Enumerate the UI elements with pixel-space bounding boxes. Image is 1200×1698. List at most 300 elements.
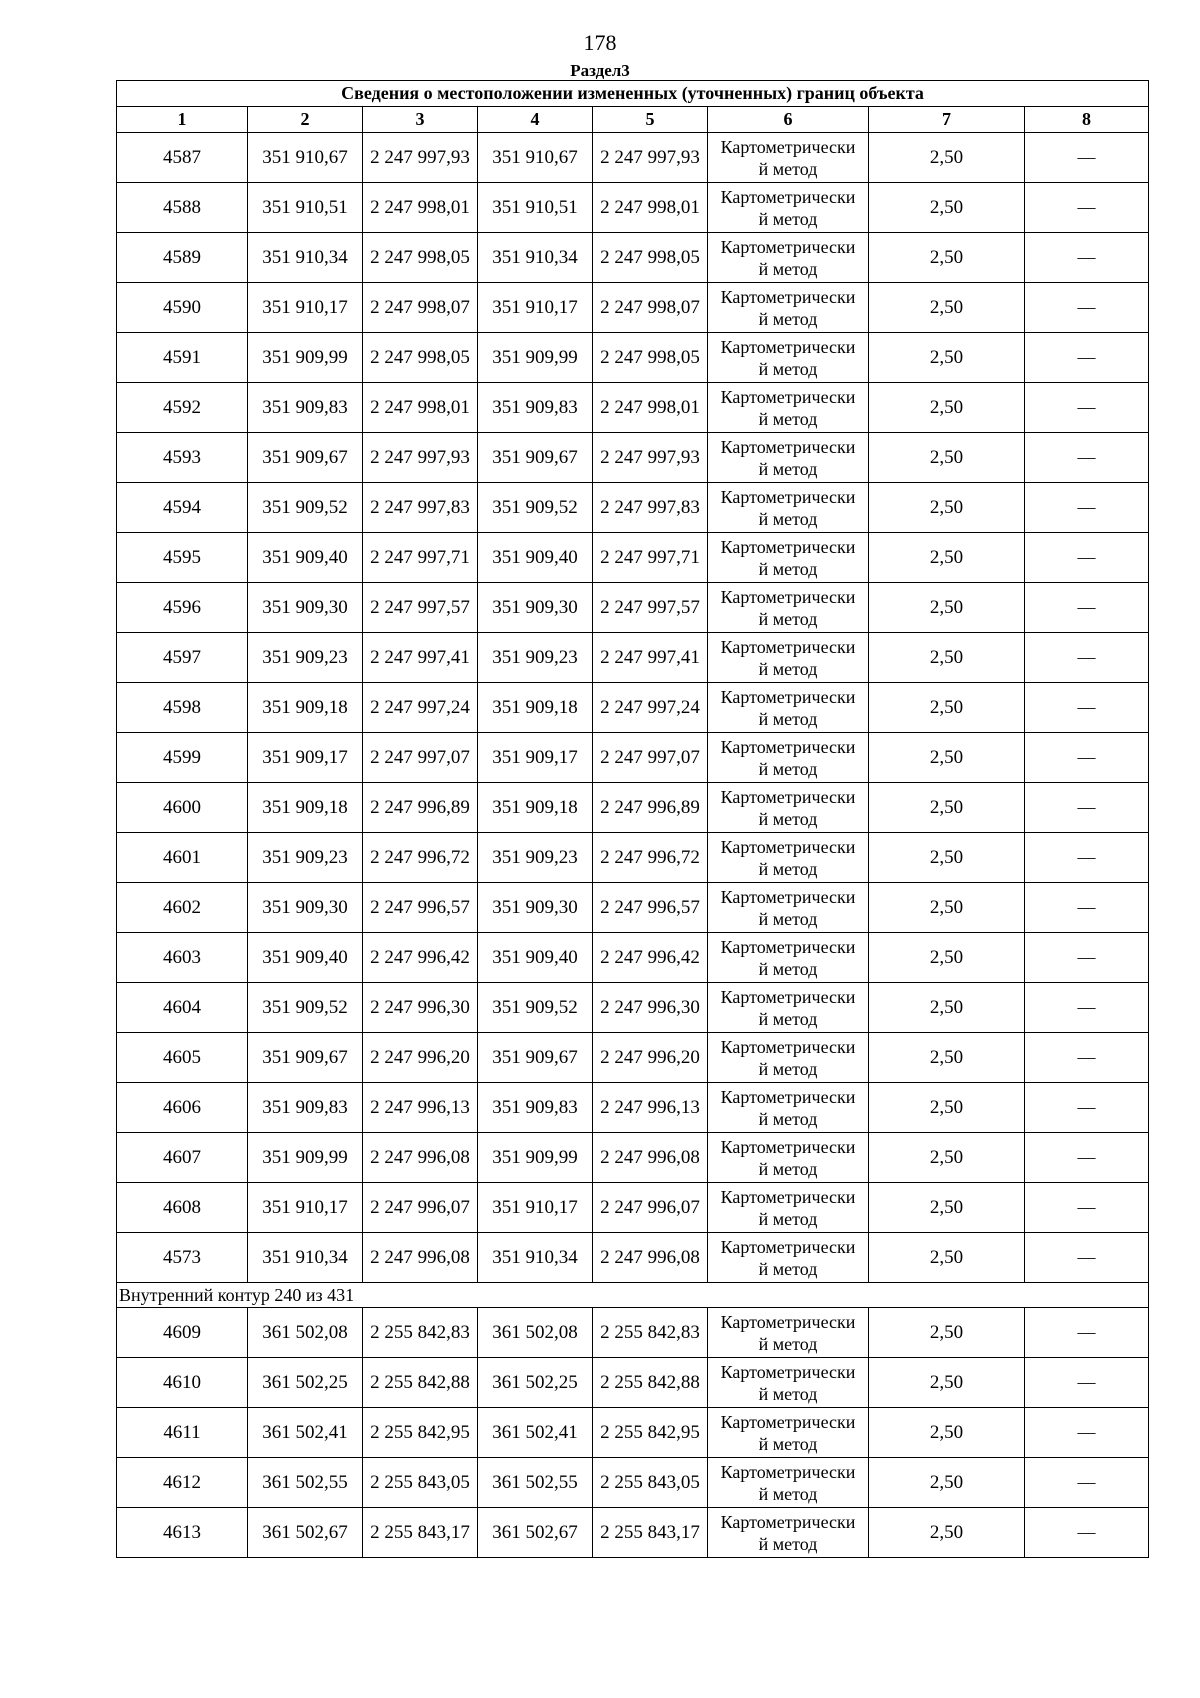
existing-x-cell: 351 909,67 bbox=[248, 433, 363, 483]
point-number-cell: 4594 bbox=[117, 483, 248, 533]
page-number: 178 bbox=[583, 30, 617, 55]
accuracy-cell: 2,50 bbox=[869, 1133, 1025, 1183]
accuracy-cell: 2,50 bbox=[869, 133, 1025, 183]
existing-y-cell: 2 247 997,71 bbox=[363, 533, 478, 583]
point-number-cell: 4597 bbox=[117, 633, 248, 683]
method-line-1: Картометрически bbox=[720, 886, 856, 907]
point-number-cell: 4591 bbox=[117, 333, 248, 383]
method-line-1: Картометрически bbox=[720, 836, 856, 857]
method-line-1: Картометрически bbox=[720, 1511, 856, 1532]
method-cell bbox=[708, 1308, 869, 1358]
table-row bbox=[117, 1308, 1149, 1358]
method-cell bbox=[708, 533, 869, 583]
existing-y-cell: 2 255 842,88 bbox=[363, 1358, 478, 1408]
description-cell: — bbox=[1025, 533, 1149, 583]
existing-x-cell: 361 502,67 bbox=[248, 1508, 363, 1558]
table-row bbox=[117, 533, 1149, 583]
new-y-cell: 2 247 998,01 bbox=[593, 183, 708, 233]
description-cell: — bbox=[1025, 333, 1149, 383]
method-cell bbox=[708, 1358, 869, 1408]
method-line-2: й метод bbox=[758, 458, 818, 479]
new-x-cell: 351 909,67 bbox=[478, 1033, 593, 1083]
new-x-cell: 351 909,18 bbox=[478, 683, 593, 733]
method-line-1: Картометрически bbox=[720, 1186, 856, 1207]
accuracy-cell: 2,50 bbox=[869, 1358, 1025, 1408]
method-line-1: Картометрически bbox=[720, 286, 856, 307]
accuracy-cell: 2,50 bbox=[869, 283, 1025, 333]
table-row bbox=[117, 483, 1149, 533]
new-x-cell: 351 909,17 bbox=[478, 733, 593, 783]
method-cell bbox=[708, 1133, 869, 1183]
new-x-cell: 361 502,67 bbox=[478, 1508, 593, 1558]
existing-y-cell: 2 255 842,95 bbox=[363, 1408, 478, 1458]
description-cell: — bbox=[1025, 283, 1149, 333]
new-x-cell: 351 909,23 bbox=[478, 633, 593, 683]
table-row bbox=[117, 933, 1149, 983]
method-cell bbox=[708, 683, 869, 733]
method-cell bbox=[708, 1408, 869, 1458]
table-title: Сведения о местоположении измененных (уточненных) границ объекта bbox=[117, 81, 1149, 107]
method-line-2: й метод bbox=[758, 1258, 818, 1279]
point-number-cell: 4588 bbox=[117, 183, 248, 233]
accuracy-cell: 2,50 bbox=[869, 1183, 1025, 1233]
point-number-cell: 4603 bbox=[117, 933, 248, 983]
existing-x-cell: 351 909,18 bbox=[248, 683, 363, 733]
new-x-cell: 351 910,34 bbox=[478, 233, 593, 283]
new-x-cell: 361 502,55 bbox=[478, 1458, 593, 1508]
method-line-2: й метод bbox=[758, 408, 818, 429]
method-cell bbox=[708, 883, 869, 933]
method-cell bbox=[708, 1458, 869, 1508]
description-cell: — bbox=[1025, 1458, 1149, 1508]
existing-x-cell: 351 909,83 bbox=[248, 1083, 363, 1133]
existing-x-cell: 351 909,52 bbox=[248, 983, 363, 1033]
accuracy-cell: 2,50 bbox=[869, 983, 1025, 1033]
description-cell: — bbox=[1025, 783, 1149, 833]
accuracy-cell: 2,50 bbox=[869, 383, 1025, 433]
method-line-1: Картометрически bbox=[720, 1311, 856, 1332]
point-number-cell: 4598 bbox=[117, 683, 248, 733]
new-x-cell: 351 910,51 bbox=[478, 183, 593, 233]
method-line-1: Картометрически bbox=[720, 486, 856, 507]
existing-y-cell: 2 247 997,07 bbox=[363, 733, 478, 783]
table-row bbox=[117, 1033, 1149, 1083]
new-y-cell: 2 247 996,57 bbox=[593, 883, 708, 933]
point-number-cell: 4589 bbox=[117, 233, 248, 283]
column-header: 4 bbox=[478, 107, 593, 133]
new-y-cell: 2 247 996,72 bbox=[593, 833, 708, 883]
table-row bbox=[117, 833, 1149, 883]
method-line-1: Картометрически bbox=[720, 686, 856, 707]
accuracy-cell: 2,50 bbox=[869, 583, 1025, 633]
description-cell: — bbox=[1025, 1358, 1149, 1408]
method-line-1: Картометрически bbox=[720, 986, 856, 1007]
existing-y-cell: 2 247 996,07 bbox=[363, 1183, 478, 1233]
accuracy-cell: 2,50 bbox=[869, 533, 1025, 583]
new-y-cell: 2 247 996,13 bbox=[593, 1083, 708, 1133]
existing-y-cell: 2 247 996,08 bbox=[363, 1133, 478, 1183]
accuracy-cell: 2,50 bbox=[869, 883, 1025, 933]
table-row bbox=[117, 583, 1149, 633]
method-line-1: Картометрически bbox=[720, 186, 856, 207]
existing-y-cell: 2 247 996,57 bbox=[363, 883, 478, 933]
point-number-cell: 4596 bbox=[117, 583, 248, 633]
contour-row bbox=[117, 1283, 1149, 1308]
new-y-cell: 2 247 998,05 bbox=[593, 333, 708, 383]
method-cell bbox=[708, 983, 869, 1033]
column-header: 5 bbox=[593, 107, 708, 133]
table-title-row bbox=[117, 81, 1149, 107]
existing-y-cell: 2 247 996,20 bbox=[363, 1033, 478, 1083]
new-x-cell: 361 502,08 bbox=[478, 1308, 593, 1358]
table-row bbox=[117, 733, 1149, 783]
accuracy-cell: 2,50 bbox=[869, 633, 1025, 683]
existing-y-cell: 2 255 843,05 bbox=[363, 1458, 478, 1508]
method-line-2: й метод bbox=[758, 958, 818, 979]
point-number-cell: 4610 bbox=[117, 1358, 248, 1408]
description-cell: — bbox=[1025, 1233, 1149, 1283]
existing-x-cell: 351 910,34 bbox=[248, 233, 363, 283]
method-cell bbox=[708, 433, 869, 483]
existing-y-cell: 2 255 843,17 bbox=[363, 1508, 478, 1558]
new-x-cell: 351 909,52 bbox=[478, 983, 593, 1033]
existing-x-cell: 351 909,52 bbox=[248, 483, 363, 533]
new-x-cell: 351 909,83 bbox=[478, 1083, 593, 1133]
existing-y-cell: 2 247 998,07 bbox=[363, 283, 478, 333]
method-line-1: Картометрически bbox=[720, 1036, 856, 1057]
description-cell: — bbox=[1025, 683, 1149, 733]
new-y-cell: 2 247 997,41 bbox=[593, 633, 708, 683]
column-header: 6 bbox=[708, 107, 869, 133]
accuracy-cell: 2,50 bbox=[869, 1408, 1025, 1458]
new-y-cell: 2 247 996,42 bbox=[593, 933, 708, 983]
method-line-1: Картометрически bbox=[720, 1136, 856, 1157]
description-cell: — bbox=[1025, 883, 1149, 933]
method-line-2: й метод bbox=[758, 758, 818, 779]
new-x-cell: 351 909,23 bbox=[478, 833, 593, 883]
new-y-cell: 2 247 996,07 bbox=[593, 1183, 708, 1233]
method-line-1: Картометрически bbox=[720, 1086, 856, 1107]
existing-y-cell: 2 247 997,57 bbox=[363, 583, 478, 633]
description-cell: — bbox=[1025, 183, 1149, 233]
new-x-cell: 351 910,34 bbox=[478, 1233, 593, 1283]
existing-y-cell: 2 247 996,08 bbox=[363, 1233, 478, 1283]
table-row bbox=[117, 283, 1149, 333]
accuracy-cell: 2,50 bbox=[869, 333, 1025, 383]
method-line-2: й метод bbox=[758, 658, 818, 679]
method-cell bbox=[708, 733, 869, 783]
accuracy-cell: 2,50 bbox=[869, 833, 1025, 883]
description-cell: — bbox=[1025, 483, 1149, 533]
existing-x-cell: 351 910,17 bbox=[248, 1183, 363, 1233]
description-cell: — bbox=[1025, 1308, 1149, 1358]
table-row bbox=[117, 1233, 1149, 1283]
table-row bbox=[117, 1083, 1149, 1133]
table-row bbox=[117, 383, 1149, 433]
new-y-cell: 2 247 997,07 bbox=[593, 733, 708, 783]
method-line-1: Картометрически bbox=[720, 536, 856, 557]
existing-x-cell: 351 909,17 bbox=[248, 733, 363, 783]
description-cell: — bbox=[1025, 833, 1149, 883]
method-line-1: Картометрически bbox=[720, 1411, 856, 1432]
existing-x-cell: 351 909,40 bbox=[248, 933, 363, 983]
method-line-1: Картометрически bbox=[720, 336, 856, 357]
column-header-row bbox=[117, 107, 1149, 133]
new-y-cell: 2 247 996,30 bbox=[593, 983, 708, 1033]
method-line-2: й метод bbox=[758, 208, 818, 229]
existing-y-cell: 2 247 997,93 bbox=[363, 433, 478, 483]
new-x-cell: 351 909,99 bbox=[478, 333, 593, 383]
method-cell bbox=[708, 283, 869, 333]
method-line-2: й метод bbox=[758, 158, 818, 179]
section-label: Раздел3 bbox=[570, 61, 630, 80]
existing-x-cell: 351 910,51 bbox=[248, 183, 363, 233]
point-number-cell: 4595 bbox=[117, 533, 248, 583]
point-number-cell: 4587 bbox=[117, 133, 248, 183]
new-x-cell: 351 910,17 bbox=[478, 1183, 593, 1233]
existing-y-cell: 2 247 996,72 bbox=[363, 833, 478, 883]
existing-y-cell: 2 247 998,05 bbox=[363, 233, 478, 283]
new-y-cell: 2 247 998,01 bbox=[593, 383, 708, 433]
method-line-1: Картометрически bbox=[720, 236, 856, 257]
existing-x-cell: 361 502,08 bbox=[248, 1308, 363, 1358]
existing-x-cell: 351 909,23 bbox=[248, 833, 363, 883]
method-line-2: й метод bbox=[758, 1383, 818, 1404]
method-line-1: Картометрически bbox=[720, 636, 856, 657]
existing-x-cell: 351 909,23 bbox=[248, 633, 363, 683]
method-line-2: й метод bbox=[758, 858, 818, 879]
point-number-cell: 4573 bbox=[117, 1233, 248, 1283]
description-cell: — bbox=[1025, 433, 1149, 483]
method-line-2: й метод bbox=[758, 908, 818, 929]
new-x-cell: 351 909,67 bbox=[478, 433, 593, 483]
description-cell: — bbox=[1025, 1083, 1149, 1133]
description-cell: — bbox=[1025, 1183, 1149, 1233]
point-number-cell: 4600 bbox=[117, 783, 248, 833]
description-cell: — bbox=[1025, 633, 1149, 683]
method-line-2: й метод bbox=[758, 558, 818, 579]
method-cell bbox=[708, 583, 869, 633]
table-row bbox=[117, 683, 1149, 733]
new-y-cell: 2 247 997,24 bbox=[593, 683, 708, 733]
existing-x-cell: 351 909,40 bbox=[248, 533, 363, 583]
method-line-1: Картометрически bbox=[720, 436, 856, 457]
description-cell: — bbox=[1025, 983, 1149, 1033]
existing-y-cell: 2 247 996,30 bbox=[363, 983, 478, 1033]
accuracy-cell: 2,50 bbox=[869, 933, 1025, 983]
method-line-2: й метод bbox=[758, 1483, 818, 1504]
description-cell: — bbox=[1025, 1133, 1149, 1183]
table-row bbox=[117, 1508, 1149, 1558]
new-y-cell: 2 247 997,71 bbox=[593, 533, 708, 583]
method-line-1: Картометрически bbox=[720, 1361, 856, 1382]
method-line-2: й метод bbox=[758, 358, 818, 379]
existing-y-cell: 2 247 997,93 bbox=[363, 133, 478, 183]
existing-x-cell: 351 909,30 bbox=[248, 883, 363, 933]
description-cell: — bbox=[1025, 133, 1149, 183]
accuracy-cell: 2,50 bbox=[869, 783, 1025, 833]
method-line-1: Картометрически bbox=[720, 586, 856, 607]
existing-y-cell: 2 255 842,83 bbox=[363, 1308, 478, 1358]
column-header: 8 bbox=[1025, 107, 1149, 133]
table-row bbox=[117, 1458, 1149, 1508]
accuracy-cell: 2,50 bbox=[869, 1308, 1025, 1358]
method-line-2: й метод bbox=[758, 808, 818, 829]
accuracy-cell: 2,50 bbox=[869, 1458, 1025, 1508]
method-cell bbox=[708, 1083, 869, 1133]
method-line-1: Картометрически bbox=[720, 936, 856, 957]
accuracy-cell: 2,50 bbox=[869, 433, 1025, 483]
point-number-cell: 4602 bbox=[117, 883, 248, 933]
new-y-cell: 2 255 842,83 bbox=[593, 1308, 708, 1358]
point-number-cell: 4601 bbox=[117, 833, 248, 883]
new-y-cell: 2 255 842,95 bbox=[593, 1408, 708, 1458]
method-cell bbox=[708, 1183, 869, 1233]
new-y-cell: 2 255 843,17 bbox=[593, 1508, 708, 1558]
method-line-2: й метод bbox=[758, 1008, 818, 1029]
method-line-2: й метод bbox=[758, 1058, 818, 1079]
method-line-2: й метод bbox=[758, 508, 818, 529]
point-number-cell: 4604 bbox=[117, 983, 248, 1033]
existing-x-cell: 351 909,99 bbox=[248, 333, 363, 383]
new-x-cell: 351 909,30 bbox=[478, 883, 593, 933]
method-cell bbox=[708, 1508, 869, 1558]
new-y-cell: 2 247 997,83 bbox=[593, 483, 708, 533]
method-line-2: й метод bbox=[758, 1533, 818, 1554]
existing-x-cell: 351 910,34 bbox=[248, 1233, 363, 1283]
new-x-cell: 351 909,30 bbox=[478, 583, 593, 633]
description-cell: — bbox=[1025, 1408, 1149, 1458]
existing-y-cell: 2 247 996,42 bbox=[363, 933, 478, 983]
table-row bbox=[117, 1133, 1149, 1183]
existing-y-cell: 2 247 997,24 bbox=[363, 683, 478, 733]
new-y-cell: 2 247 997,93 bbox=[593, 133, 708, 183]
column-header: 2 bbox=[248, 107, 363, 133]
method-line-2: й метод bbox=[758, 1208, 818, 1229]
existing-x-cell: 351 909,83 bbox=[248, 383, 363, 433]
boundary-table bbox=[116, 80, 1149, 1558]
method-line-2: й метод bbox=[758, 308, 818, 329]
method-cell bbox=[708, 483, 869, 533]
accuracy-cell: 2,50 bbox=[869, 733, 1025, 783]
existing-x-cell: 351 909,30 bbox=[248, 583, 363, 633]
method-line-2: й метод bbox=[758, 608, 818, 629]
contour-label: Внутренний контур 240 из 431 bbox=[117, 1283, 1149, 1308]
method-line-1: Картометрически bbox=[720, 1461, 856, 1482]
existing-y-cell: 2 247 996,13 bbox=[363, 1083, 478, 1133]
new-x-cell: 361 502,25 bbox=[478, 1358, 593, 1408]
method-cell bbox=[708, 333, 869, 383]
new-x-cell: 351 909,40 bbox=[478, 933, 593, 983]
existing-y-cell: 2 247 998,01 bbox=[363, 383, 478, 433]
point-number-cell: 4592 bbox=[117, 383, 248, 433]
point-number-cell: 4599 bbox=[117, 733, 248, 783]
new-y-cell: 2 255 843,05 bbox=[593, 1458, 708, 1508]
existing-x-cell: 361 502,55 bbox=[248, 1458, 363, 1508]
method-line-1: Картометрически bbox=[720, 136, 856, 157]
existing-x-cell: 351 910,17 bbox=[248, 283, 363, 333]
description-cell: — bbox=[1025, 1033, 1149, 1083]
existing-y-cell: 2 247 998,01 bbox=[363, 183, 478, 233]
method-line-1: Картометрически bbox=[720, 386, 856, 407]
description-cell: — bbox=[1025, 233, 1149, 283]
new-y-cell: 2 247 998,07 bbox=[593, 283, 708, 333]
existing-x-cell: 351 909,18 bbox=[248, 783, 363, 833]
point-number-cell: 4590 bbox=[117, 283, 248, 333]
existing-y-cell: 2 247 998,05 bbox=[363, 333, 478, 383]
new-x-cell: 351 909,83 bbox=[478, 383, 593, 433]
new-y-cell: 2 247 997,93 bbox=[593, 433, 708, 483]
table-row bbox=[117, 433, 1149, 483]
new-y-cell: 2 247 998,05 bbox=[593, 233, 708, 283]
existing-x-cell: 351 910,67 bbox=[248, 133, 363, 183]
existing-y-cell: 2 247 997,83 bbox=[363, 483, 478, 533]
method-cell bbox=[708, 133, 869, 183]
method-cell bbox=[708, 233, 869, 283]
existing-x-cell: 361 502,41 bbox=[248, 1408, 363, 1458]
new-y-cell: 2 255 842,88 bbox=[593, 1358, 708, 1408]
point-number-cell: 4607 bbox=[117, 1133, 248, 1183]
new-y-cell: 2 247 996,08 bbox=[593, 1133, 708, 1183]
existing-x-cell: 351 909,67 bbox=[248, 1033, 363, 1083]
method-line-1: Картометрически bbox=[720, 736, 856, 757]
method-line-2: й метод bbox=[758, 1158, 818, 1179]
accuracy-cell: 2,50 bbox=[869, 683, 1025, 733]
table-row bbox=[117, 1183, 1149, 1233]
existing-y-cell: 2 247 996,89 bbox=[363, 783, 478, 833]
new-y-cell: 2 247 996,20 bbox=[593, 1033, 708, 1083]
method-line-1: Картометрически bbox=[720, 786, 856, 807]
method-cell bbox=[708, 1233, 869, 1283]
column-header: 3 bbox=[363, 107, 478, 133]
new-x-cell: 351 910,17 bbox=[478, 283, 593, 333]
table-row bbox=[117, 983, 1149, 1033]
table-row bbox=[117, 1358, 1149, 1408]
description-cell: — bbox=[1025, 1508, 1149, 1558]
point-number-cell: 4612 bbox=[117, 1458, 248, 1508]
description-cell: — bbox=[1025, 383, 1149, 433]
method-line-1: Картометрически bbox=[720, 1236, 856, 1257]
new-x-cell: 351 909,18 bbox=[478, 783, 593, 833]
accuracy-cell: 2,50 bbox=[869, 1083, 1025, 1133]
existing-y-cell: 2 247 997,41 bbox=[363, 633, 478, 683]
new-y-cell: 2 247 997,57 bbox=[593, 583, 708, 633]
accuracy-cell: 2,50 bbox=[869, 233, 1025, 283]
method-line-2: й метод bbox=[758, 708, 818, 729]
method-cell bbox=[708, 1033, 869, 1083]
new-x-cell: 351 909,40 bbox=[478, 533, 593, 583]
point-number-cell: 4593 bbox=[117, 433, 248, 483]
accuracy-cell: 2,50 bbox=[869, 1508, 1025, 1558]
new-y-cell: 2 247 996,08 bbox=[593, 1233, 708, 1283]
existing-x-cell: 351 909,99 bbox=[248, 1133, 363, 1183]
existing-x-cell: 361 502,25 bbox=[248, 1358, 363, 1408]
description-cell: — bbox=[1025, 583, 1149, 633]
point-number-cell: 4611 bbox=[117, 1408, 248, 1458]
new-y-cell: 2 247 996,89 bbox=[593, 783, 708, 833]
accuracy-cell: 2,50 bbox=[869, 183, 1025, 233]
method-cell bbox=[708, 183, 869, 233]
table-row bbox=[117, 233, 1149, 283]
method-cell bbox=[708, 933, 869, 983]
column-header: 1 bbox=[117, 107, 248, 133]
method-cell bbox=[708, 833, 869, 883]
accuracy-cell: 2,50 bbox=[869, 483, 1025, 533]
point-number-cell: 4609 bbox=[117, 1308, 248, 1358]
method-line-2: й метод bbox=[758, 1433, 818, 1454]
new-x-cell: 351 910,67 bbox=[478, 133, 593, 183]
table-row bbox=[117, 1408, 1149, 1458]
